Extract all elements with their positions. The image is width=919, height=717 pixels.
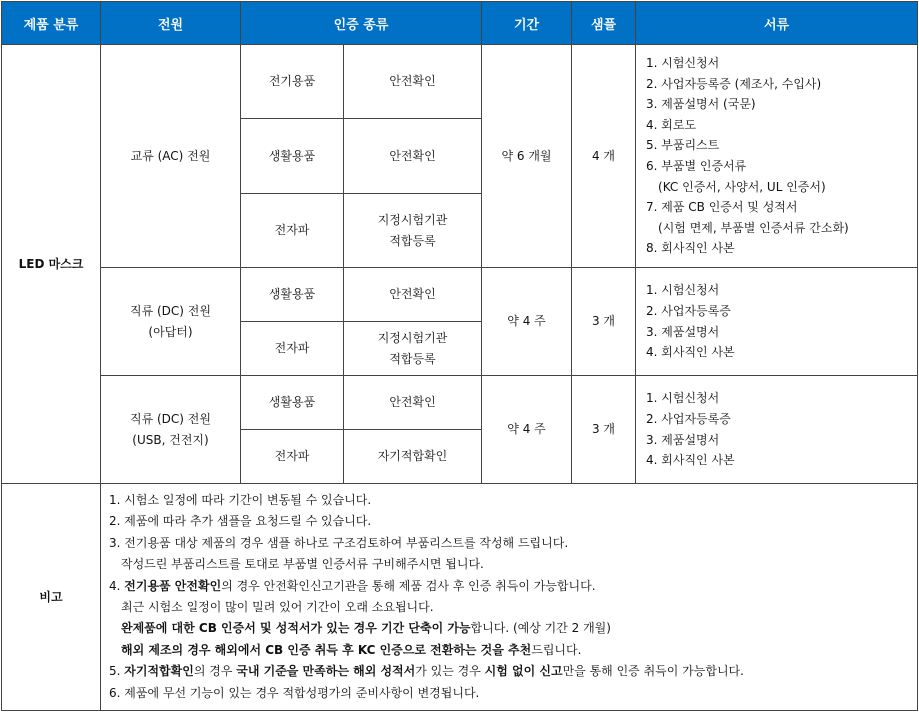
period-cell: 약 4 주 — [482, 268, 572, 376]
category-cell: 전기용품 — [241, 45, 344, 119]
document-item: 5. 부품리스트 — [646, 138, 720, 153]
category-cell: 생활용품 — [241, 268, 344, 322]
category-cell: 생활용품 — [241, 119, 344, 194]
certification-label: 자기적합확인 — [377, 449, 448, 463]
document-item: 1. 시험신청서 — [646, 56, 720, 71]
certification-cell — [344, 119, 482, 194]
document-item: 8. 회사직인 사본 — [646, 241, 735, 256]
document-item: 3. 제품설명서 — [646, 324, 720, 339]
remarks-cell — [101, 484, 918, 711]
documents-cell — [636, 268, 918, 376]
category-cell: 생활용품 — [241, 376, 344, 430]
remark-line — [109, 533, 907, 554]
remark-line — [109, 661, 907, 682]
remark-text: 6. 제품에 무선 기능이 있는 경우 적합성평가의 준비사항이 변경됩니다. — [109, 685, 480, 700]
remark-bold-text: 해외 제조의 경우 해외에서 CB 인증 취득 후 KC 인증으로 전환하는 것을 추천 — [121, 642, 532, 657]
certification-label: 안전확인 — [389, 287, 436, 301]
certification-cell — [344, 322, 482, 376]
remark-bold-text: 자기적합확인 — [124, 664, 194, 679]
remark-text: 4. — [109, 578, 125, 593]
remark-line — [109, 490, 907, 511]
remark-text: 5. — [109, 664, 125, 679]
document-item: 1. 시험신청서 — [646, 283, 720, 298]
sample-cell: 3 개 — [572, 268, 636, 376]
remarks-label: 비고 — [2, 484, 101, 711]
document-item: 4. 회로도 — [646, 117, 697, 132]
remark-bold-text: 시험 없이 신고 — [484, 664, 563, 679]
document-item: 1. 시험신청서 — [646, 391, 720, 406]
header-row — [2, 2, 918, 45]
certification-cell — [344, 430, 482, 484]
remark-text: 가 있는 경우 — [415, 664, 485, 679]
remark-text: 합니다. (예상 기간 2 개월) — [470, 621, 611, 636]
certification-cell — [344, 268, 482, 322]
remark-text: 드립니다. — [531, 642, 582, 657]
document-item: 3. 제품설명서 (국문) — [646, 97, 756, 112]
table-row — [2, 376, 918, 430]
remark-text: 의 경우 안전확인신고기관을 통해 제품 검사 후 인증 취득이 가능합니다. — [221, 578, 596, 593]
remark-bold-text: 국내 기준을 만족하는 해외 성적서 — [236, 664, 416, 679]
document-item: 4. 회사직인 사본 — [646, 453, 735, 468]
certification-table — [1, 1, 918, 711]
document-item: (시험 면제, 부품별 인증서류 간소화) — [658, 220, 849, 235]
product-name: LED 마스크 — [2, 45, 101, 484]
document-item: 2. 사업자등록증 — [646, 411, 731, 426]
period-cell: 약 6 개월 — [482, 45, 572, 268]
header-cert-type: 인증 종류 — [241, 2, 482, 45]
certification-label: 적합등록 — [389, 233, 436, 248]
remark-text: 작성드린 부품리스트를 토대로 부품별 인증서류 구비해주시면 됩니다. — [121, 557, 484, 572]
remark-text: 의 경우 — [193, 664, 237, 679]
remark-text: 만을 통해 인증 취득이 가능합니다. — [562, 664, 744, 679]
table-row — [2, 268, 918, 322]
remark-bold-text: 전기용품 안전확인 — [124, 578, 222, 593]
sample-cell: 4 개 — [572, 45, 636, 268]
certification-label: 적합등록 — [389, 351, 436, 366]
document-item: 2. 사업자등록증 (제조사, 수입사) — [646, 76, 822, 91]
documents-cell — [636, 45, 918, 268]
remark-text: 3. 전기용품 대상 제품의 경우 샘플 하나로 구조검토하여 부품리스트를 작성해 드립니다. — [109, 535, 569, 550]
power-label: (USB, 건전지) — [132, 432, 209, 447]
document-item: 7. 제품 CB 인증서 및 성적서 — [646, 200, 798, 215]
document-item: 6. 부품별 인증서류 — [646, 159, 747, 173]
remark-line — [109, 597, 907, 618]
sample-cell: 3 개 — [572, 376, 636, 484]
category-cell: 전자파 — [241, 194, 344, 268]
remark-text: 최근 시험소 일정이 많이 밀려 있어 기간이 오래 소요됩니다. — [121, 600, 434, 615]
certification-label: 안전확인 — [389, 148, 436, 163]
documents-cell — [636, 376, 918, 484]
certification-label: 지정시험기관 — [377, 330, 448, 345]
certification-label: 안전확인 — [389, 395, 436, 409]
period-cell: 약 4 주 — [482, 376, 572, 484]
document-item: (KC 인증서, 사양서, UL 인증서) — [658, 179, 826, 194]
power-label: 교류 (AC) 전원 — [130, 148, 211, 163]
power-cell — [101, 45, 241, 268]
header-category: 제품 분류 — [2, 2, 101, 45]
table-row — [2, 45, 918, 119]
power-cell — [101, 268, 241, 376]
remark-line — [109, 511, 907, 532]
certification-label: 지정시험기관 — [377, 212, 448, 227]
remark-text: 1. 시험소 일정에 따라 기간이 변동될 수 있습니다. — [109, 493, 372, 507]
header-sample: 샘플 — [572, 2, 636, 45]
document-item: 3. 제품설명서 — [646, 432, 720, 447]
power-label: (아답터) — [148, 324, 193, 339]
remark-text: 2. 제품에 따라 추가 샘플을 요청드릴 수 있습니다. — [109, 514, 372, 529]
document-item: 4. 회사직인 사본 — [646, 345, 735, 360]
remark-line — [109, 683, 907, 704]
certification-cell — [344, 45, 482, 119]
remark-line — [109, 618, 907, 639]
power-label: 직류 (DC) 전원 — [130, 411, 211, 426]
certification-cell — [344, 194, 482, 268]
remark-line — [109, 640, 907, 661]
header-power: 전원 — [101, 2, 241, 45]
document-item: 2. 사업자등록증 — [646, 303, 731, 318]
power-cell — [101, 376, 241, 484]
remarks-list — [109, 490, 907, 704]
category-cell: 전자파 — [241, 322, 344, 376]
certification-cell — [344, 376, 482, 430]
certification-label: 안전확인 — [389, 74, 436, 88]
remark-line — [109, 576, 907, 597]
remark-bold-text: 완제품에 대한 CB 인증서 및 성적서가 있는 경우 기간 단축이 가능 — [121, 621, 471, 636]
header-documents: 서류 — [636, 2, 918, 45]
category-cell: 전자파 — [241, 430, 344, 484]
remark-line — [109, 554, 907, 575]
power-label: 직류 (DC) 전원 — [130, 303, 211, 318]
remarks-row — [2, 484, 918, 711]
header-period: 기간 — [482, 2, 572, 45]
